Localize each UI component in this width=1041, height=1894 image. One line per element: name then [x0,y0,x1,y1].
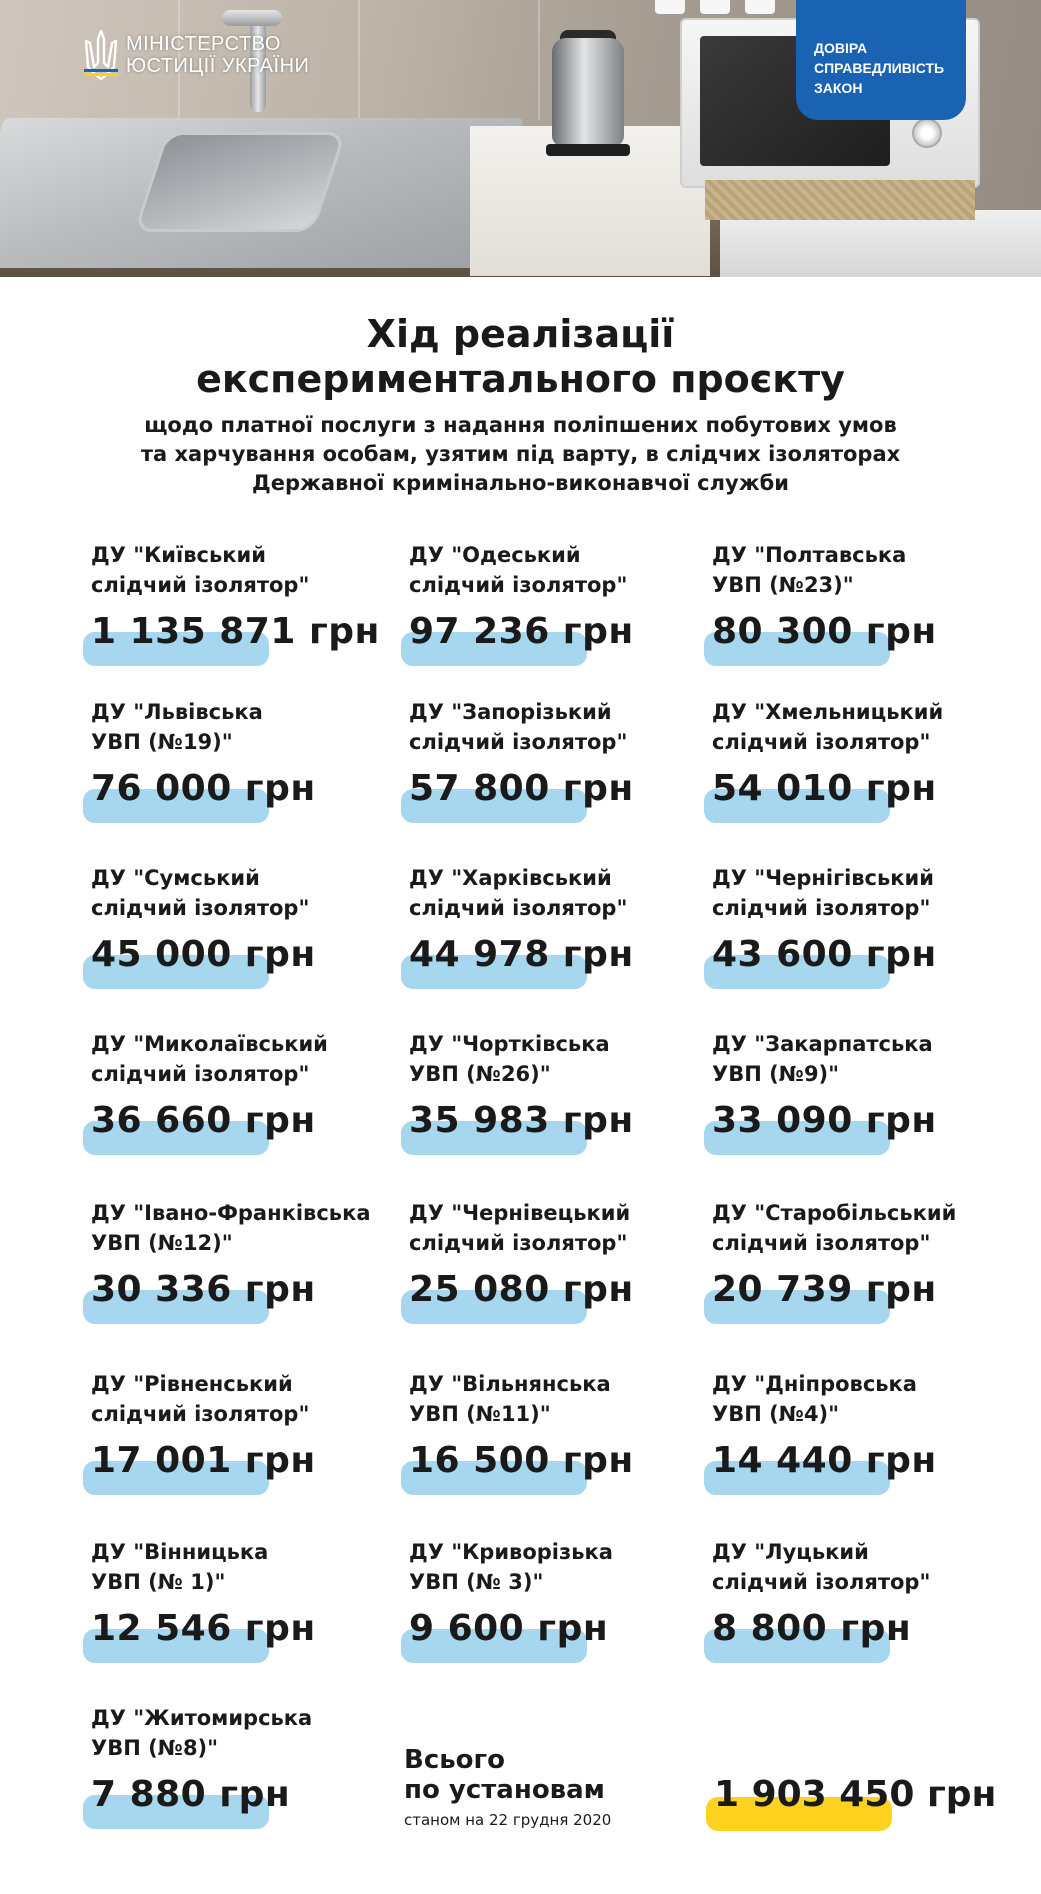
institution-name-line2: УВП (№26)" [409,1062,551,1086]
institution-name [712,697,1041,757]
institution-card [409,1029,739,1189]
institution-name-line1: ДУ "Полтавська [712,543,907,567]
institution-amount: 54 010 грн [712,768,937,809]
institution-name [712,863,1041,923]
institution-name [91,1369,421,1429]
institution-amount: 12 546 грн [91,1608,316,1649]
institution-name-line1: ДУ "Криворізька [409,1540,613,1564]
total-date: станом на 22 грудня 2020 [404,1811,612,1829]
institution-card [712,697,1041,857]
institution-name-line2: УВП (№4)" [712,1402,840,1426]
institution-card [91,1369,421,1529]
institution-name-line1: ДУ "Луцький [712,1540,869,1564]
page-subtitle [0,411,1041,498]
institution-name-line1: ДУ "Хмельницький [712,700,944,724]
institution-name-line2: УВП (№ 3)" [409,1570,544,1594]
institution-name [409,540,739,600]
subtitle-line3: Державної кримінально-виконавчої служби [252,471,789,495]
institution-card [712,540,1041,700]
institution-name-line1: ДУ "Старобільський [712,1201,957,1225]
institution-name-line1: ДУ "Миколаївський [91,1032,328,1056]
mat [705,180,975,220]
institution-name-line2: слідчий ізолятор" [91,896,310,920]
institution-amount: 17 001 грн [91,1440,316,1481]
institution-card [712,1029,1041,1189]
institution-amount: 45 000 грн [91,934,316,975]
institution-name-line1: ДУ "Вінницька [91,1540,269,1564]
kettle-base [546,144,630,156]
ministry-name-line2: ЮСТИЦІЇ УКРАЇНИ [126,55,310,77]
institution-name-line2: слідчий ізолятор" [712,730,931,754]
institution-name-line2: слідчий ізолятор" [712,1231,931,1255]
institution-name-line2: слідчий ізолятор" [409,896,628,920]
washing-machine [720,210,1041,277]
institution-name-line1: ДУ "Чернігівський [712,866,934,890]
institution-name [712,1029,1041,1089]
institution-name [712,1537,1041,1597]
title-line1: Хід реалізації [366,312,675,356]
institution-card [91,1029,421,1189]
institution-amount: 14 440 грн [712,1440,937,1481]
institution-name-line1: ДУ "Вільнянська [409,1372,611,1396]
institution-name-line1: ДУ "Одеський [409,543,581,567]
total-label-line1: Всього [404,1745,505,1775]
institution-amount: 44 978 грн [409,934,634,975]
ministry-name-line1: МІНІСТЕРСТВО [126,33,281,55]
institution-name [409,863,739,923]
institution-name [409,1198,739,1258]
title-line2: експериментального проєкту [196,357,845,401]
institution-name [91,1198,421,1258]
institution-amount: 36 660 грн [91,1100,316,1141]
institution-name-line2: УВП (№9)" [712,1062,840,1086]
institution-name [409,1369,739,1429]
institution-card [409,1369,739,1529]
institution-name-line2: слідчий ізолятор" [409,573,628,597]
institution-name-line1: ДУ "Житомирська [91,1706,313,1730]
institution-name [91,1537,421,1597]
institution-card [91,1198,421,1358]
institution-amount: 43 600 грн [712,934,937,975]
institution-name [712,1369,1041,1429]
institution-card [712,1369,1041,1529]
institution-card [409,863,739,1023]
institution-name-line1: ДУ "Чортківська [409,1032,610,1056]
institution-name [91,540,421,600]
institution-name-line1: ДУ "Харківський [409,866,612,890]
institution-amount: 8 800 грн [712,1608,912,1649]
institution-name-line2: УВП (№8)" [91,1736,219,1760]
institution-name-line2: слідчий ізолятор" [91,1402,310,1426]
trident-icon [84,29,118,81]
total-label [404,1745,605,1805]
page-title [0,312,1041,402]
institution-name [712,1198,1041,1258]
subtitle-line1: щодо платної послуги з надання поліпшених побутових умов [144,413,897,437]
institution-card [712,1537,1041,1697]
institution-name [409,1537,739,1597]
kettle [552,38,624,146]
institution-name-line1: ДУ "Рівненський [91,1372,293,1396]
institution-name-line1: ДУ "Сумський [91,866,260,890]
institution-amount: 80 300 грн [712,611,937,652]
institution-amount: 20 739 грн [712,1269,937,1310]
institution-card [409,540,739,700]
institution-name-line2: слідчий ізолятор" [409,730,628,754]
institution-amount: 7 880 грн [91,1774,291,1815]
institution-card [409,1537,739,1697]
institution-name-line2: слідчий ізолятор" [91,1062,310,1086]
institution-amount: 97 236 грн [409,611,634,652]
institution-name-line1: ДУ "Закарпатська [712,1032,933,1056]
institution-amount: 35 983 грн [409,1100,634,1141]
institution-name [91,863,421,923]
institution-name-line2: УВП (№19)" [91,730,233,754]
institution-card [712,1198,1041,1358]
institution-amount: 25 080 грн [409,1269,634,1310]
faucet-spout [222,10,282,26]
subtitle-line2: та харчування особам, узятим під варту, в слідчих ізоляторах [140,442,901,466]
institution-amount: 76 000 грн [91,768,316,809]
sink-basin [134,132,346,232]
institution-name [409,697,739,757]
institution-amount: 57 800 грн [409,768,634,809]
ministry-name [126,33,309,77]
slogan-line3: ЗАКОН [814,80,863,96]
institution-name [91,1029,421,1089]
institution-name [91,1703,421,1763]
wall-tile [360,0,540,120]
institution-card [712,863,1041,1023]
wall-outlet [700,0,730,14]
total-label-line2: по установам [404,1775,605,1805]
institution-card [409,697,739,857]
slogan-badge [796,0,966,120]
institution-name-line2: УВП (№ 1)" [91,1570,226,1594]
institution-card [91,1537,421,1697]
slogan-line2: СПРАВЕДЛИВІСТЬ [814,60,945,76]
institution-card [91,540,421,700]
slogan-line1: ДОВІРА [814,40,868,56]
institution-name-line1: ДУ "Дніпровська [712,1372,917,1396]
institution-name-line2: слідчий ізолятор" [712,896,931,920]
institution-card [91,1703,421,1863]
microwave-knob [912,118,942,148]
institution-card [91,697,421,857]
institution-amount: 1 135 871 грн [91,611,380,652]
institution-name-line2: слідчий ізолятор" [409,1231,628,1255]
institution-name-line2: УВП (№12)" [91,1231,233,1255]
total-amount: 1 903 450 грн [714,1774,997,1815]
institution-name-line1: ДУ "Львівська [91,700,263,724]
institution-amount: 9 600 грн [409,1608,609,1649]
institution-name-line2: слідчий ізолятор" [91,573,310,597]
institution-name-line2: слідчий ізолятор" [712,1570,931,1594]
ministry-logo [84,29,309,81]
institution-name-line1: ДУ "Чернівецький [409,1201,631,1225]
institution-card [409,1198,739,1358]
wall-outlet [745,0,775,14]
institution-name-line1: ДУ "Івано-Франківська [91,1201,371,1225]
institution-amount: 16 500 грн [409,1440,634,1481]
institution-amount: 33 090 грн [712,1100,937,1141]
institution-name-line2: УВП (№23)" [712,573,854,597]
institution-card [91,863,421,1023]
institution-amount: 30 336 грн [91,1269,316,1310]
institution-name-line2: УВП (№11)" [409,1402,551,1426]
institution-name [91,697,421,757]
institution-name [712,540,1041,600]
institution-name [409,1029,739,1089]
wall-outlet [655,0,685,14]
institution-name-line1: ДУ "Київський [91,543,266,567]
institution-name-line1: ДУ "Запорізький [409,700,612,724]
